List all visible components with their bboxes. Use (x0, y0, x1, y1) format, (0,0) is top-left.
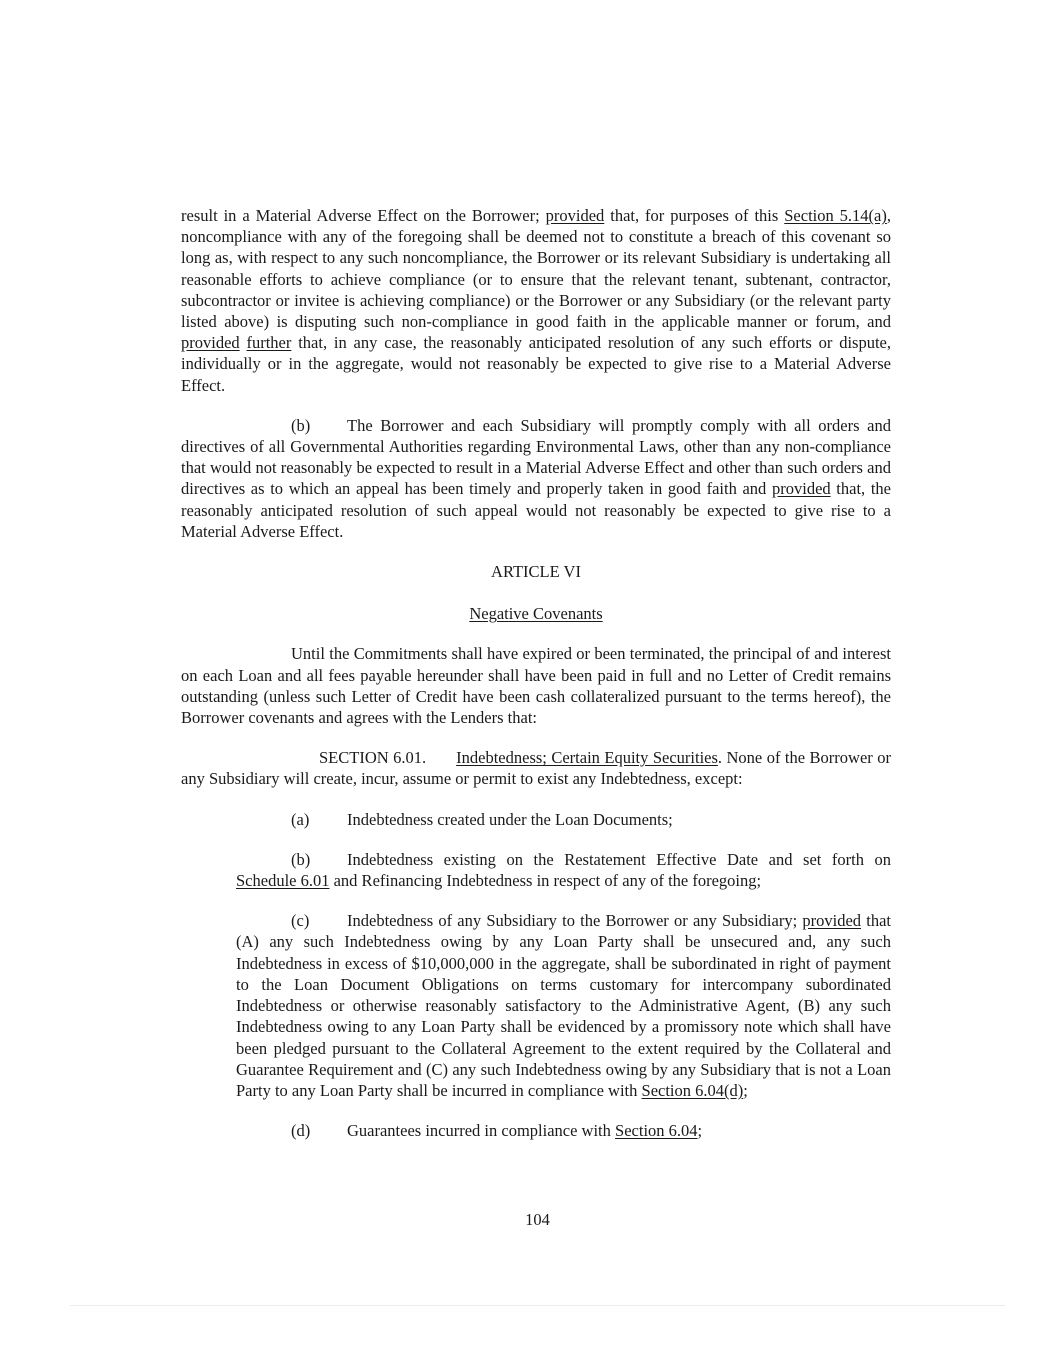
paragraph-b: (b) The Borrower and each Subsidiary will promptly comply with all orders and directives of all Governmental Authorities regarding Environmental Laws, other than any non-compliance that would not reasonably be expected to result in a Material Adverse Effect and other than such orders and directives as to which an appeal has been timely and properly taken in good faith and provided that, the reasonably anticipated resolution of such appeal would not reasonably be expected to give rise to a Material Adverse Effect. (181, 415, 891, 541)
article-subtitle: Negative Covenants (469, 604, 603, 624)
section-number: SECTION 6.01. (319, 748, 427, 768)
list-item-c: (c) Indebtedness of any Subsidiary to the Borrower or any Subsidiary; provided that (A) any such Indebtedness owing by any Loan Party shall be unsecured and, any such Indebtedness in excess of $10,000,000 in the aggregate, shall be subordinated in right of payment to the Loan Document Obligations on terms customary for intercompany subordinated Indebtedness or otherwise reasonably satisfactory to the Administrative Agent, (B) any such Indebtedness owing to any Loan Party shall be evidenced by a promissory note which shall have been pledged pursuant to the Collateral Agreement to the extent required by the Collateral and Guarantee Requirement and (C) any such Indebtedness owing by any Subsidiary that is not a Loan Party to any Loan Party shall be incurred in compliance with Section 6.04(d); (236, 911, 891, 1100)
underlined-term: provided (181, 333, 240, 353)
item-label: (b) (291, 415, 311, 435)
paragraph-continuation: result in a Material Adverse Effect on the Borrower; provided that, for purposes of this Section 5.14(a), noncompliance with any of the foregoing shall be deemed not to constitute a breach of this covenant so long as, with respect to any such noncompliance, the Borrower or its relevant Subsidiary is undertaking all reasonable efforts to achieve compliance (or to ensure that the relevant tenant, subtenant, contractor, subcontractor or invitee is achieving compliance) or the Borrower or any Subsidiary (or the relevant party listed above) is disputing such non-compliance in good faith in the applicable manner or forum, and provided further that, in any case, the reasonably anticipated resolution of any such efforts or dispute, individually or in the aggregate, would not reasonably be expected to give rise to a Material Adverse Effect. (181, 206, 892, 395)
list-item-d: (d) Guarantees incurred in compliance with Section 6.04; (291, 1121, 703, 1141)
item-label: (b) (291, 849, 311, 869)
section-reference: Section 5.14(a) (784, 206, 887, 225)
intro-paragraph: Until the Commitments shall have expired or been terminated, the principal of and interest on each Loan and all fees payable hereunder shall have been paid in full and no Letter of Credit remains outstanding (unless such Letter of Credit have been cash collateralized pursuant to the terms hereof), the Borrower covenants and agrees with the Lenders that: (181, 644, 891, 728)
section-reference: Section 6.04(d) (641, 1080, 744, 1100)
item-label: (a) (291, 809, 310, 829)
page-bottom-divider (70, 1305, 1005, 1306)
underlined-term: provided (545, 206, 605, 225)
underlined-term: provided (802, 911, 862, 931)
underlined-term: further (246, 333, 292, 353)
section-6-01: SECTION 6.01. Indebtedness; Certain Equity Securities. None of the Borrower or any Subsidiary will create, incur, assume or permit to exist any Indebtedness, except: (181, 748, 891, 789)
item-label: (c) (291, 911, 310, 931)
underlined-term: provided (771, 479, 831, 499)
list-item-b: (b) Indebtedness existing on the Restatement Effective Date and set forth on Schedule 6.01 and Refinancing Indebtedness in respect of any of the foregoing; (236, 849, 891, 891)
section-reference: Section 6.04 (615, 1121, 698, 1141)
section-heading: Indebtedness; Certain Equity Securities (456, 748, 718, 768)
document-page (181, 205, 891, 1160)
article-title: ARTICLE VI (491, 562, 581, 582)
list-item-a: (a) Indebtedness created under the Loan Documents; (291, 809, 673, 829)
schedule-reference: Schedule 6.01 (236, 871, 330, 891)
page-number: 104 (525, 1210, 550, 1229)
item-label: (d) (291, 1121, 311, 1141)
